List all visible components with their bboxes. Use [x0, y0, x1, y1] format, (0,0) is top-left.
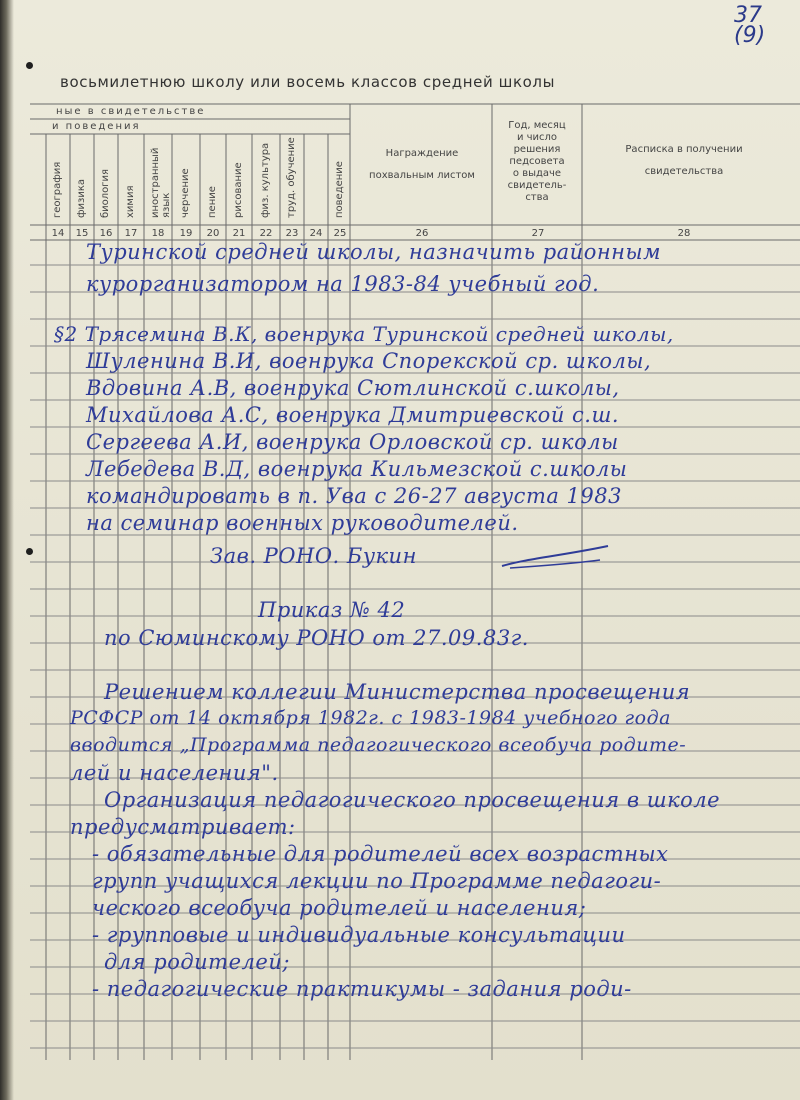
order-title: Приказ № 42	[258, 598, 406, 622]
handwritten-line: - педагогические практикумы - задания роди-	[92, 977, 632, 1001]
order-subtitle: по Сюминскому РОНО от 27.09.83г.	[104, 626, 529, 650]
col-number: 23	[285, 228, 299, 239]
handwritten-line: §2 Трясемина В.К, военрука Туринской средней школы,	[54, 322, 674, 346]
handwritten-line: Михайлова А.С, военрука Дмитриевской с.ш.	[86, 403, 620, 427]
col-number: 20	[206, 228, 220, 239]
signature-flourish	[500, 538, 610, 578]
handwritten-line: - обязательные для родителей всех возрастных	[92, 842, 669, 866]
handwritten-line: лей и населения".	[70, 761, 279, 785]
table-top-label: ные в свидетельстве	[56, 106, 206, 117]
handwritten-line: вводится „Программа педагогического всеобуча родите-	[70, 734, 687, 756]
date-header-line: свидетель-	[507, 180, 567, 191]
header-physics: физика	[76, 178, 87, 218]
handwritten-line: РСФСР от 14 октября 1982г. с 1983-1984 учебного года	[70, 707, 671, 729]
award-header	[352, 148, 492, 182]
handwritten-line: - групповые и индивидуальные консультации	[92, 923, 626, 947]
page-number-secondary: (9)	[734, 23, 766, 48]
header-foreign-language: иностранный язык	[150, 147, 172, 218]
page-number-main: 37	[734, 3, 762, 28]
decision-date-header	[492, 120, 582, 204]
header-chemistry: химия	[125, 185, 136, 218]
handwritten-line: Шуленина В.И, военрука Спорекской ср. школы,	[86, 349, 652, 373]
col-number: 24	[309, 228, 323, 239]
award-header-line: Награждение	[385, 148, 459, 159]
header-biology: биология	[100, 168, 111, 218]
handwritten-line: Туринской средней школы, назначить районным	[86, 240, 662, 264]
col-number: 16	[99, 228, 113, 239]
col-number: 17	[124, 228, 138, 239]
col-number: 22	[259, 228, 273, 239]
handwritten-line: командировать в п. Ува с 26-27 августа 1983	[86, 484, 622, 508]
signature-line: Зав. РОНО. Букин	[210, 544, 417, 568]
header-conduct: поведение	[334, 161, 345, 218]
header-singing: пение	[207, 186, 218, 218]
handwritten-line: Сергеева А.И, военрука Орловской ср. школы	[86, 430, 619, 454]
col-number: 25	[333, 228, 347, 239]
date-header-line: решения	[513, 144, 561, 155]
handwritten-line: Вдовина А.В, военрука Сютлинской с.школы,	[86, 376, 620, 400]
col-number: 27	[531, 228, 545, 239]
handwritten-line: групп учащихся лекции по Программе педагоги-	[92, 869, 662, 893]
handwritten-line: Лебедева В.Д, военрука Кильмезской с.школы	[86, 457, 628, 481]
header-physical-education: физ. культура	[260, 142, 271, 218]
receipt-header	[584, 144, 784, 178]
col-number: 14	[51, 228, 65, 239]
col-number: 15	[75, 228, 89, 239]
date-header-line: педсовета	[509, 156, 565, 167]
handwritten-line: ческого всеобуча родителей и населения;	[92, 896, 587, 920]
handwritten-line: на семинар военных руководителей.	[86, 511, 519, 535]
handwritten-line: Организация педагогического просвещения в школе	[104, 788, 721, 812]
handwritten-line: для родителей;	[104, 950, 290, 974]
header-labor-training: труд. обучение	[286, 137, 297, 218]
handwritten-line: предусматривает:	[70, 815, 296, 839]
table-top-label-2: и поведения	[52, 121, 141, 132]
receipt-header-line: свидетельства	[644, 166, 724, 177]
handwritten-line: Решением коллегии Министерства просвещения	[104, 680, 691, 704]
col-number: 18	[151, 228, 165, 239]
date-header-line: ства	[525, 192, 549, 203]
header-geography: география	[52, 161, 63, 218]
col-number: 21	[232, 228, 246, 239]
date-header-line: Год, месяц	[508, 120, 566, 131]
award-header-line: похвальным листом	[369, 170, 475, 181]
col-number: 19	[179, 228, 193, 239]
receipt-header-line: Расписка в получении	[625, 144, 743, 155]
date-header-line: и число	[516, 132, 558, 143]
header-drawing: рисование	[233, 162, 244, 218]
handwritten-line: курорганизатором на 1983-84 учебный год.	[86, 272, 600, 296]
col-number: 26	[415, 228, 429, 239]
date-header-line: о выдаче	[512, 168, 562, 179]
col-number: 28	[677, 228, 691, 239]
page-heading: восьмилетнюю школу или восемь классов средней школы	[60, 73, 556, 91]
header-drafting: черчение	[180, 168, 191, 218]
